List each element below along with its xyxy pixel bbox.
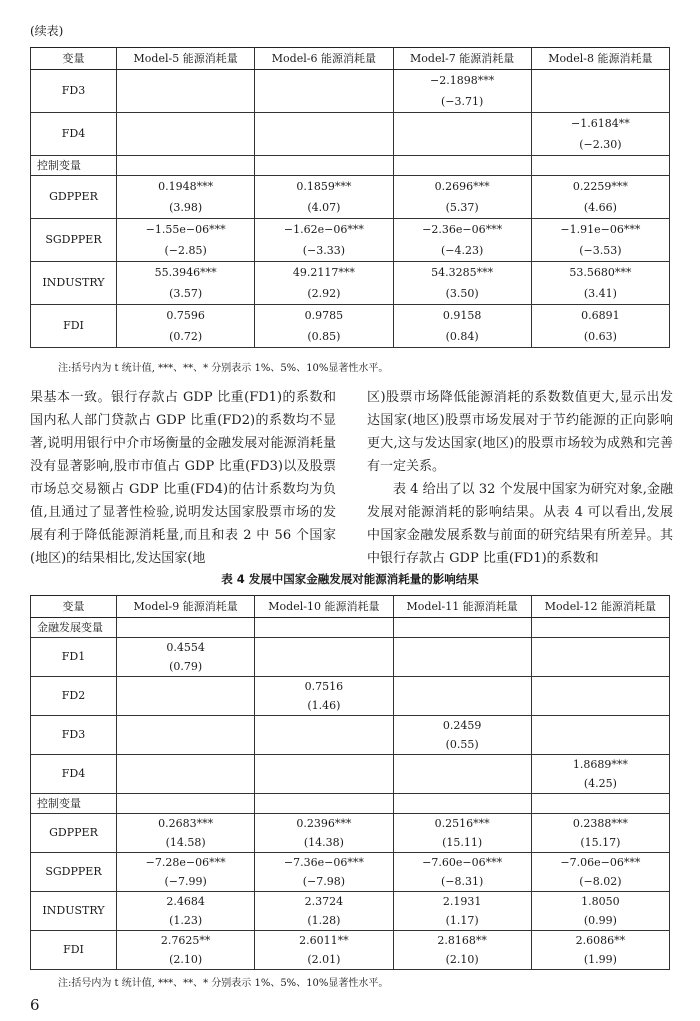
coefficient-value: 0.2396*** (296, 817, 352, 831)
coef-cell (255, 755, 393, 794)
coef-cell (393, 931, 531, 970)
empty-cell (117, 156, 255, 176)
t-statistic: (−8.02) (579, 874, 622, 888)
section-label: 控制变量 (31, 156, 117, 176)
regression-table-continued (30, 47, 670, 348)
coefficient-value: 0.9158 (442, 309, 482, 323)
row-label: FD2 (31, 677, 117, 716)
coef-cell (117, 892, 255, 931)
column-header: Model-6 能源消耗量 (255, 48, 393, 70)
row-label: FD4 (31, 113, 117, 156)
coef-cell (117, 262, 255, 305)
coef-cell (117, 755, 255, 794)
column-header: 变量 (31, 48, 117, 70)
table-row (31, 892, 670, 931)
coefficient-value: 0.2696*** (434, 180, 490, 194)
coef-cell (117, 70, 255, 113)
coefficient-value: 55.3946*** (154, 266, 217, 280)
coef-cell (531, 853, 669, 892)
t-statistic: (−2.30) (579, 137, 622, 151)
coef-cell (255, 176, 393, 219)
empty-cell (393, 156, 531, 176)
row-label: FDI (31, 931, 117, 970)
row-label: GDPPER (31, 176, 117, 219)
table-row (31, 305, 670, 348)
coef-cell (117, 716, 255, 755)
t-statistic: (−4.23) (440, 243, 484, 257)
coefficient-value: 2.3724 (304, 895, 344, 909)
coefficient-value: 54.3285*** (431, 266, 494, 280)
t-statistic: (3.98) (169, 200, 203, 214)
coefficient-value: 2.1931 (442, 895, 482, 909)
coefficient-value: 0.2459 (442, 719, 482, 733)
empty-cell (393, 794, 531, 814)
coef-cell (255, 931, 393, 970)
row-label: FD3 (31, 716, 117, 755)
t-statistic: (1.23) (169, 913, 203, 927)
empty-cell (531, 156, 669, 176)
coef-cell (531, 638, 669, 677)
coef-cell (255, 113, 393, 156)
row-label: INDUSTRY (31, 892, 117, 931)
coef-cell (255, 677, 393, 716)
table-row (31, 716, 670, 755)
t-statistic: (1.46) (307, 698, 341, 712)
t-statistic: (15.11) (442, 835, 483, 849)
column-header: Model-9 能源消耗量 (117, 596, 255, 618)
coef-cell (531, 305, 669, 348)
coef-cell (393, 262, 531, 305)
coefficient-value: 1.8689*** (572, 758, 628, 772)
table-row (31, 219, 670, 262)
table-row (31, 755, 670, 794)
coef-cell (393, 305, 531, 348)
t-statistic: (1.99) (583, 952, 617, 966)
coefficient-value: 0.2388*** (572, 817, 628, 831)
coef-cell (255, 262, 393, 305)
coef-cell (531, 70, 669, 113)
table-row (31, 677, 670, 716)
coefficient-value: 2.6086** (575, 934, 626, 948)
coefficient-value: 0.2683*** (158, 817, 214, 831)
table-row (31, 853, 670, 892)
coefficient-value: 0.7516 (304, 680, 344, 694)
coefficient-value: −7.28e−06*** (145, 856, 226, 870)
body-text-left (30, 386, 336, 570)
coefficient-value: −1.91e−06*** (560, 223, 641, 237)
empty-cell (117, 618, 255, 638)
row-label: FD1 (31, 638, 117, 677)
coef-cell (531, 677, 669, 716)
column-header: Model-10 能源消耗量 (255, 596, 393, 618)
t-statistic: (2.10) (445, 952, 479, 966)
column-header: Model-11 能源消耗量 (393, 596, 531, 618)
t-statistic: (2.01) (307, 952, 341, 966)
t-statistic: (3.57) (169, 286, 203, 300)
coef-cell (393, 113, 531, 156)
t-statistic: (−3.53) (579, 243, 622, 257)
t-statistic: (3.41) (583, 286, 617, 300)
table-caption: 表 4 发展中国家金融发展对能源消耗量的影响结果 (221, 572, 479, 586)
t-statistic: (−3.33) (302, 243, 346, 257)
coefficient-value: 0.2516*** (434, 817, 490, 831)
coef-cell (531, 219, 669, 262)
t-statistic: (2.92) (307, 286, 341, 300)
table-note: 注:括号内为 t 统计值, ***、**、* 分别表示 1%、5%、10%显著性水平。 (58, 363, 389, 374)
paragraph: 表 4 给出了以 32 个发展中国家为研究对象,金融发展对能源消耗的影响结果。从表 4 可以看出,发展中国家金融发展系数与前面的研究结果有所差异。其中银行存款占 GDP 比重(FD1)的系数和 (367, 482, 673, 566)
coef-cell (255, 70, 393, 113)
t-statistic: (1.17) (445, 913, 479, 927)
t-statistic: (−2.85) (164, 243, 207, 257)
coefficient-value: 0.1859*** (296, 180, 352, 194)
section-row (31, 156, 670, 176)
table-row (31, 176, 670, 219)
coef-cell (531, 755, 669, 794)
coefficient-value: 0.2259*** (572, 180, 628, 194)
t-statistic: (1.28) (307, 913, 341, 927)
coef-cell (393, 677, 531, 716)
t-statistic: (0.63) (583, 329, 617, 343)
coef-cell (255, 638, 393, 677)
t-statistic: (14.58) (165, 835, 206, 849)
t-statistic: (4.07) (307, 200, 341, 214)
coef-cell (531, 716, 669, 755)
paragraph: 果基本一致。银行存款占 GDP 比重(FD1)的系数和国内私人部门贷款占 GDP 比重(FD2)的系数均不显著,说明用银行中介市场衡量的金融发展对能源消耗量没有显著影响,股市市值占 GDP 比重(FD3)以及股票市场总交易额占 GDP 比重(FD4)的估计系数均为负值,且通过了显著性检验,说明发达国家股票市场的发展有利于降低能源消耗量,而且和表 2 中 56 个国家(地区)的结果相比,发达国家(地 (30, 390, 336, 566)
coef-cell (117, 853, 255, 892)
t-statistic: (0.55) (445, 737, 479, 751)
coef-cell (117, 931, 255, 970)
coef-cell (255, 219, 393, 262)
row-label: INDUSTRY (31, 262, 117, 305)
table-row (31, 262, 670, 305)
coef-cell (117, 638, 255, 677)
coef-cell (531, 176, 669, 219)
coefficient-value: −1.55e−06*** (145, 223, 226, 237)
column-header: Model-8 能源消耗量 (531, 48, 669, 70)
coef-cell (393, 638, 531, 677)
empty-cell (531, 618, 669, 638)
t-statistic: (−7.98) (302, 874, 346, 888)
coef-cell (393, 219, 531, 262)
coef-cell (393, 892, 531, 931)
empty-cell (393, 618, 531, 638)
empty-cell (255, 156, 393, 176)
table-row (31, 638, 670, 677)
continued-label: (续表) (30, 24, 64, 38)
coefficient-value: −7.60e−06*** (422, 856, 503, 870)
coef-cell (393, 853, 531, 892)
table-row (31, 113, 670, 156)
t-statistic: (15.17) (580, 835, 621, 849)
row-label: FD3 (31, 70, 117, 113)
coefficient-value: 2.6011** (299, 934, 349, 948)
t-statistic: (4.25) (583, 776, 617, 790)
coefficient-value: 0.7596 (166, 309, 205, 323)
t-statistic: (5.37) (445, 200, 479, 214)
t-statistic: (0.72) (169, 329, 203, 343)
empty-cell (531, 794, 669, 814)
table-row (31, 70, 670, 113)
t-statistic: (4.66) (583, 200, 617, 214)
row-label: FD4 (31, 755, 117, 794)
coef-cell (531, 814, 669, 853)
t-statistic: (3.50) (445, 286, 479, 300)
t-statistic: (−3.71) (440, 94, 484, 108)
section-label: 金融发展变量 (31, 618, 117, 638)
coefficient-value: 0.4554 (166, 641, 205, 655)
empty-cell (255, 794, 393, 814)
section-row (31, 794, 670, 814)
coefficient-value: −2.36e−06*** (422, 223, 503, 237)
coefficient-value: 2.4684 (166, 895, 205, 909)
coefficient-value: 1.8050 (581, 895, 620, 909)
coef-cell (255, 814, 393, 853)
table-row (31, 814, 670, 853)
coefficient-value: 49.2117*** (292, 266, 355, 280)
row-label: SGDPPER (31, 853, 117, 892)
empty-cell (255, 618, 393, 638)
coefficient-value: 0.6891 (581, 309, 620, 323)
coef-cell (393, 716, 531, 755)
coef-cell (393, 755, 531, 794)
coef-cell (531, 113, 669, 156)
section-row (31, 618, 670, 638)
coef-cell (117, 305, 255, 348)
column-header: Model-12 能源消耗量 (531, 596, 669, 618)
column-header: 变量 (31, 596, 117, 618)
coef-cell (255, 853, 393, 892)
coef-cell (117, 677, 255, 716)
coef-cell (531, 262, 669, 305)
coef-cell (393, 814, 531, 853)
paragraph: 区)股票市场降低能源消耗的系数数值更大,显示出发达国家(地区)股票市场发展对于节约能源的正向影响更大,这与发达国家(地区)的股票市场较为成熟和完善有一定关系。 (367, 390, 673, 474)
row-label: FDI (31, 305, 117, 348)
row-label: GDPPER (31, 814, 117, 853)
coef-cell (117, 176, 255, 219)
t-statistic: (−7.99) (164, 874, 207, 888)
coefficient-value: −1.62e−06*** (283, 223, 364, 237)
t-statistic: (0.84) (445, 329, 479, 343)
section-label: 控制变量 (31, 794, 117, 814)
coef-cell (255, 716, 393, 755)
coef-cell (117, 219, 255, 262)
regression-table-4 (30, 595, 670, 970)
coef-cell (393, 176, 531, 219)
coefficient-value: 0.9785 (304, 309, 344, 323)
t-statistic: (0.79) (169, 659, 203, 673)
page-number: 6 (30, 996, 40, 1014)
coef-cell (255, 305, 393, 348)
coefficient-value: 0.1948*** (158, 180, 214, 194)
t-statistic: (0.85) (307, 329, 341, 343)
coefficient-value: 53.5680*** (569, 266, 632, 280)
body-text-right (367, 386, 673, 570)
t-statistic: (14.38) (303, 835, 344, 849)
coef-cell (255, 892, 393, 931)
t-statistic: (−8.31) (440, 874, 484, 888)
row-label: SGDPPER (31, 219, 117, 262)
coefficient-value: 2.7625** (160, 934, 211, 948)
column-header: Model-7 能源消耗量 (393, 48, 531, 70)
coefficient-value: −7.36e−06*** (283, 856, 364, 870)
table-row (31, 931, 670, 970)
coef-cell (531, 931, 669, 970)
coef-cell (393, 70, 531, 113)
empty-cell (117, 794, 255, 814)
t-statistic: (0.99) (583, 913, 617, 927)
coef-cell (531, 892, 669, 931)
coefficient-value: 2.8168** (437, 934, 487, 948)
column-header: Model-5 能源消耗量 (117, 48, 255, 70)
coefficient-value: −1.6184** (571, 117, 630, 131)
coef-cell (117, 814, 255, 853)
coefficient-value: −7.06e−06*** (560, 856, 641, 870)
coef-cell (117, 113, 255, 156)
table-note: 注:括号内为 t 统计值, ***、**、* 分别表示 1%、5%、10%显著性水平。 (58, 978, 389, 989)
coefficient-value: −2.1898*** (430, 74, 495, 88)
t-statistic: (2.10) (169, 952, 203, 966)
